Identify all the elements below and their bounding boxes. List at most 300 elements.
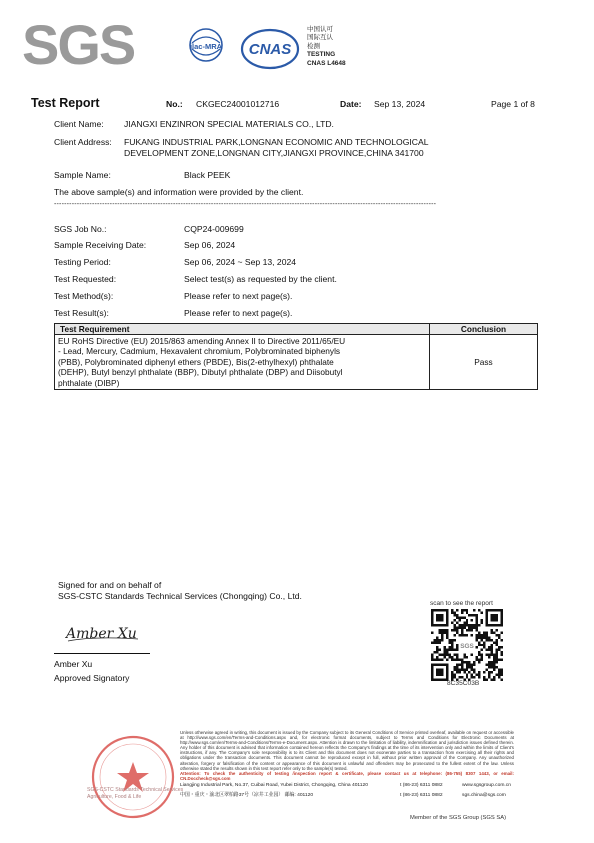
official-seal <box>88 732 178 822</box>
qr-module <box>493 659 495 661</box>
qr-module <box>433 641 435 643</box>
qr-module <box>461 659 463 661</box>
qr-module <box>446 654 448 656</box>
qr-module <box>496 639 498 641</box>
qr-module <box>438 629 440 631</box>
qr-module <box>458 624 460 626</box>
qr-module <box>461 624 463 626</box>
qr-module <box>436 649 438 651</box>
qr-module <box>493 664 495 666</box>
qr-module <box>496 624 498 626</box>
qr-module <box>458 619 460 621</box>
qr-module <box>443 654 445 656</box>
qr-module <box>468 671 470 673</box>
qr-module <box>471 669 473 671</box>
qr-module <box>431 669 433 671</box>
qr-module <box>491 631 493 633</box>
qr-module <box>461 661 463 663</box>
qr-module <box>466 656 468 658</box>
signer-name: Amber Xu <box>54 659 93 669</box>
qr-module <box>466 629 468 631</box>
qr-module <box>496 674 498 676</box>
qr-module <box>463 624 465 626</box>
qr-module <box>471 619 473 621</box>
qr-module <box>438 624 440 626</box>
qr-module <box>456 646 458 648</box>
qr-module <box>471 634 473 636</box>
qr-module <box>438 674 440 676</box>
qr-module <box>498 676 500 678</box>
qr-module <box>463 669 465 671</box>
qr-module <box>501 631 503 633</box>
qr-module <box>483 634 485 636</box>
qr-module <box>501 621 503 623</box>
terms-text: Unless otherwise agreed in writing, this document is issued by the Company subject to its General Conditions of Service printed overleaf, available on request or accessible at http://www.sgs.com/en/Terms-and-Conditions.aspx and, for electronic format documents, subject to Terms and Conditions for Electronic Documents at http://www.sgs.com/en/Terms-and-Conditions/Terms-e-Document.aspx. Attention is drawn to the limitation of liability, indemnification and jurisdiction issues defined therein. Any holder of this document is advised that information contained hereon reflects the Company's findings at the time of its intervention only and within the limits of Client's instructions, if any. The Company's sole responsibility is to its Client and this document does not exonerate parties to a transaction from exercising all their rights and obligations under the transaction documents. This document cannot be reproduced except in full, without prior written approval of the Company. Any unauthorized alteration, forgery or falsification of the content or appearance of this document is unlawful and offenders may be prosecuted to the fullest extent of the law. Unless otherwise stated the results shown in this test report refer only to the sample(s) tested. <box>180 730 514 771</box>
qr-module <box>481 636 483 638</box>
qr-module <box>458 616 460 618</box>
qr-module <box>466 664 468 666</box>
qr-module <box>431 666 433 668</box>
qr-module <box>433 624 435 626</box>
qr-module <box>441 634 443 636</box>
qr-module <box>438 669 440 671</box>
qr-module <box>493 624 495 626</box>
qr-module <box>456 669 458 671</box>
receiving-date-label: Sample Receiving Date: <box>54 240 147 250</box>
seal-side-text <box>87 787 183 801</box>
qr-module <box>458 659 460 661</box>
requirement-cell <box>55 335 430 390</box>
test-method-value: Please refer to next page(s). <box>184 291 293 301</box>
dashed-divider: ------------------------------------------------------------------------------------------------------------------------------------------------------- <box>54 201 437 208</box>
ilac-logo-text: ilac-MRA <box>189 42 223 51</box>
qr-module <box>496 609 498 611</box>
qr-module <box>441 636 443 638</box>
sample-name-label: Sample Name: <box>54 170 111 180</box>
qr-module <box>476 621 478 623</box>
qr-module <box>458 626 460 628</box>
table-header-row <box>55 324 538 335</box>
qr-module <box>476 626 478 628</box>
qr-module <box>488 656 490 658</box>
qr-module <box>466 676 468 678</box>
qr-module <box>446 636 448 638</box>
qr-module <box>461 626 463 628</box>
qr-module <box>468 666 470 668</box>
handwritten-signature <box>64 621 146 645</box>
qr-module <box>496 614 498 616</box>
qr-module <box>491 614 493 616</box>
qr-module <box>456 649 458 651</box>
qr-module <box>448 654 450 656</box>
email: sgs.china@sgs.com <box>462 792 506 798</box>
qr-module <box>461 616 463 618</box>
qr-module <box>458 664 460 666</box>
qr-module <box>498 636 500 638</box>
qr-module <box>438 609 440 611</box>
qr-module <box>438 654 440 656</box>
qr-module <box>471 666 473 668</box>
report-no-label: No.: <box>166 99 183 109</box>
qr-module <box>468 661 470 663</box>
qr-module <box>478 654 480 656</box>
qr-module <box>431 641 433 643</box>
qr-code[interactable] <box>431 609 503 681</box>
qr-module <box>431 609 433 611</box>
test-result-value: Please refer to next page(s). <box>184 308 293 318</box>
qr-module <box>443 629 445 631</box>
qr-module <box>436 646 438 648</box>
qr-module <box>501 639 503 641</box>
qr-module <box>446 616 448 618</box>
sgs-logo <box>22 18 144 68</box>
qr-module <box>481 654 483 656</box>
qr-module <box>446 619 448 621</box>
address-en: Liangjing Industrial Park, No.37, Cuibai Road, Yubei District, Chongqing, China 401120 <box>180 782 368 788</box>
qr-module <box>446 629 448 631</box>
qr-module <box>438 671 440 673</box>
qr-module <box>498 669 500 671</box>
qr-module <box>488 666 490 668</box>
qr-module <box>478 644 480 646</box>
test-method-label: Test Method(s): <box>54 291 114 301</box>
qr-module <box>491 639 493 641</box>
qr-module <box>491 644 493 646</box>
qr-module <box>451 676 453 678</box>
qr-module <box>501 616 503 618</box>
qr-module <box>463 626 465 628</box>
qr-module <box>451 646 453 648</box>
qr-module <box>453 619 455 621</box>
qr-module <box>501 671 503 673</box>
qr-module <box>466 669 468 671</box>
qr-module <box>456 654 458 656</box>
qr-module <box>443 651 445 653</box>
qr-module <box>446 669 448 671</box>
qr-module <box>436 651 438 653</box>
qr-module <box>498 659 500 661</box>
qr-module <box>446 609 448 611</box>
signature-line <box>54 653 150 654</box>
qr-module <box>476 659 478 661</box>
qr-module <box>436 664 438 666</box>
qr-module <box>473 661 475 663</box>
qr-module <box>473 624 475 626</box>
qr-module <box>488 654 490 656</box>
qr-module <box>486 634 488 636</box>
qr-module <box>466 634 468 636</box>
qr-module <box>473 614 475 616</box>
qr-module <box>478 661 480 663</box>
qr-module <box>491 624 493 626</box>
qr-module <box>493 609 495 611</box>
qr-module <box>478 636 480 638</box>
qr-module <box>441 631 443 633</box>
job-no-label: SGS Job No.: <box>54 224 107 234</box>
qr-module <box>448 656 450 658</box>
qr-module <box>451 659 453 661</box>
qr-module <box>451 611 453 613</box>
cnas-line: 检测 <box>307 42 320 50</box>
requirement-line: - Lead, Mercury, Cadmium, Hexavalent chromium, Polybrominated biphenyls <box>58 346 341 357</box>
cnas-logo-text: CNAS <box>248 41 292 58</box>
qr-module <box>441 674 443 676</box>
qr-module <box>436 641 438 643</box>
qr-module <box>471 674 473 676</box>
qr-module <box>493 614 495 616</box>
qr-module <box>468 626 470 628</box>
qr-module <box>431 659 433 661</box>
qr-module <box>431 631 433 633</box>
qr-module <box>466 619 468 621</box>
qr-module <box>488 639 490 641</box>
qr-module <box>501 679 503 681</box>
qr-module <box>486 654 488 656</box>
qr-module <box>441 614 443 616</box>
qr-module <box>446 674 448 676</box>
qr-module <box>491 651 493 653</box>
qr-module <box>436 636 438 638</box>
qr-module <box>488 671 490 673</box>
qr-module <box>488 676 490 678</box>
qr-module <box>446 664 448 666</box>
qr-module <box>436 619 438 621</box>
client-address-label: Client Address: <box>54 137 112 147</box>
test-requested-value: Select test(s) as requested by the client. <box>184 274 337 284</box>
qr-module <box>486 636 488 638</box>
page-indicator: Page 1 of 8 <box>491 99 535 109</box>
qr-module <box>481 644 483 646</box>
qr-module <box>498 609 500 611</box>
qr-module <box>456 609 458 611</box>
on-behalf-line: Signed for and on behalf of <box>58 580 162 590</box>
qr-module <box>471 654 473 656</box>
qr-module <box>483 679 485 681</box>
qr-module <box>491 646 493 648</box>
qr-module <box>456 621 458 623</box>
qr-module <box>441 616 443 618</box>
qr-module <box>471 624 473 626</box>
qr-module <box>501 624 503 626</box>
qr-module <box>473 669 475 671</box>
qr-module <box>473 671 475 673</box>
provided-note: The above sample(s) and information were provided by the client. <box>54 187 304 197</box>
qr-module <box>438 619 440 621</box>
receiving-date-value: Sep 06, 2024 <box>184 240 236 250</box>
test-requirement-table <box>54 323 538 390</box>
qr-module <box>436 679 438 681</box>
qr-module <box>436 674 438 676</box>
qr-module <box>433 659 435 661</box>
qr-module <box>501 654 503 656</box>
qr-module <box>433 639 435 641</box>
qr-module <box>446 614 448 616</box>
qr-module <box>493 619 495 621</box>
qr-module <box>438 614 440 616</box>
qr-module <box>486 624 488 626</box>
qr-module <box>431 674 433 676</box>
qr-module <box>478 609 480 611</box>
qr-module <box>466 674 468 676</box>
cnas-line: CNAS L4648 <box>307 59 346 67</box>
qr-module <box>446 649 448 651</box>
qr-module <box>471 626 473 628</box>
qr-module <box>498 624 500 626</box>
qr-module <box>431 679 433 681</box>
seal-side-line: SGS-CSTC Standards Technical Services <box>87 787 184 793</box>
qr-module <box>493 641 495 643</box>
qr-module <box>498 671 500 673</box>
qr-module <box>483 671 485 673</box>
qr-module <box>478 651 480 653</box>
qr-module <box>493 669 495 671</box>
qr-module <box>441 654 443 656</box>
qr-module <box>448 639 450 641</box>
qr-module <box>488 609 490 611</box>
qr-module <box>451 609 453 611</box>
qr-module <box>496 661 498 663</box>
qr-module <box>478 659 480 661</box>
qr-module <box>456 631 458 633</box>
qr-module <box>456 659 458 661</box>
qr-module <box>491 619 493 621</box>
on-behalf-company: SGS-CSTC Standards Technical Services (Chongqing) Co., Ltd. <box>58 591 302 601</box>
qr-module <box>498 649 500 651</box>
qr-module <box>453 614 455 616</box>
qr-module <box>431 624 433 626</box>
qr-module <box>458 634 460 636</box>
qr-module <box>453 676 455 678</box>
qr-module <box>466 609 468 611</box>
qr-module <box>433 664 435 666</box>
qr-module <box>496 634 498 636</box>
qr-module <box>491 649 493 651</box>
qr-module <box>478 676 480 678</box>
qr-module <box>463 656 465 658</box>
qr-module <box>483 646 485 648</box>
qr-module <box>441 671 443 673</box>
qr-module <box>436 669 438 671</box>
qr-module <box>496 649 498 651</box>
website: www.sgsgroup.com.cn <box>462 782 511 788</box>
qr-module <box>461 666 463 668</box>
qr-center-logo-text: SGS <box>460 643 474 651</box>
qr-module <box>456 629 458 631</box>
qr-module <box>438 639 440 641</box>
table-row <box>55 335 538 390</box>
qr-module <box>453 669 455 671</box>
qr-module <box>493 654 495 656</box>
qr-module <box>486 639 488 641</box>
test-result-label: Test Result(s): <box>54 308 109 318</box>
qr-module <box>456 626 458 628</box>
qr-module <box>486 616 488 618</box>
qr-module <box>493 666 495 668</box>
qr-module <box>491 629 493 631</box>
qr-module <box>496 629 498 631</box>
phone: t (86-23) 6311 0882 <box>400 782 443 788</box>
qr-module <box>486 669 488 671</box>
qr-module <box>453 639 455 641</box>
qr-module <box>451 674 453 676</box>
qr-module <box>473 664 475 666</box>
report-date-value: Sep 13, 2024 <box>374 99 426 109</box>
qr-module <box>466 661 468 663</box>
qr-module <box>486 619 488 621</box>
conclusion-cell: Pass <box>430 335 538 390</box>
qr-module <box>438 679 440 681</box>
qr-module <box>491 671 493 673</box>
qr-module <box>441 619 443 621</box>
signature-script: Amber Xu <box>66 626 137 642</box>
qr-module <box>488 664 490 666</box>
testing-period-label: Testing Period: <box>54 257 111 267</box>
qr-module <box>481 621 483 623</box>
qr-module <box>431 611 433 613</box>
qr-module <box>436 624 438 626</box>
qr-module <box>451 621 453 623</box>
qr-module <box>451 639 453 641</box>
qr-module <box>446 621 448 623</box>
qr-module <box>463 634 465 636</box>
qr-module <box>476 619 478 621</box>
qr-module <box>461 634 463 636</box>
qr-module <box>486 631 488 633</box>
qr-module <box>496 659 498 661</box>
requirement-line: EU RoHS Directive (EU) 2015/863 amending Annex II to Directive 2011/65/EU <box>58 336 346 346</box>
qr-module <box>441 639 443 641</box>
qr-module <box>463 621 465 623</box>
qr-module <box>473 609 475 611</box>
qr-module <box>496 656 498 658</box>
qr-module <box>481 659 483 661</box>
qr-module <box>486 664 488 666</box>
qr-module <box>496 644 498 646</box>
qr-module <box>461 664 463 666</box>
qr-module <box>453 624 455 626</box>
qr-module <box>446 631 448 633</box>
qr-module <box>451 656 453 658</box>
qr-module <box>476 636 478 638</box>
qr-module <box>493 661 495 663</box>
qr-module <box>481 634 483 636</box>
phone: t (86-23) 6311 0882 <box>400 792 443 798</box>
qr-module <box>458 671 460 673</box>
qr-module <box>488 636 490 638</box>
qr-module <box>431 676 433 678</box>
qr-module <box>473 676 475 678</box>
qr-caption: scan to see the report <box>430 600 493 607</box>
qr-module <box>496 641 498 643</box>
qr-module <box>488 646 490 648</box>
qr-module <box>486 649 488 651</box>
qr-module <box>443 609 445 611</box>
qr-module <box>466 621 468 623</box>
qr-module <box>478 641 480 643</box>
qr-module <box>476 656 478 658</box>
qr-module <box>496 654 498 656</box>
qr-module <box>481 656 483 658</box>
qr-module <box>458 669 460 671</box>
requirement-line: (PBB), Polybrominated diphenyl ethers (PBDE), Bis(2-ethylhexyl) phthalate <box>58 356 334 367</box>
qr-module <box>436 659 438 661</box>
qr-module <box>436 609 438 611</box>
qr-module <box>486 609 488 611</box>
qr-module <box>483 644 485 646</box>
qr-module <box>461 629 463 631</box>
qr-module <box>453 629 455 631</box>
qr-module <box>481 639 483 641</box>
